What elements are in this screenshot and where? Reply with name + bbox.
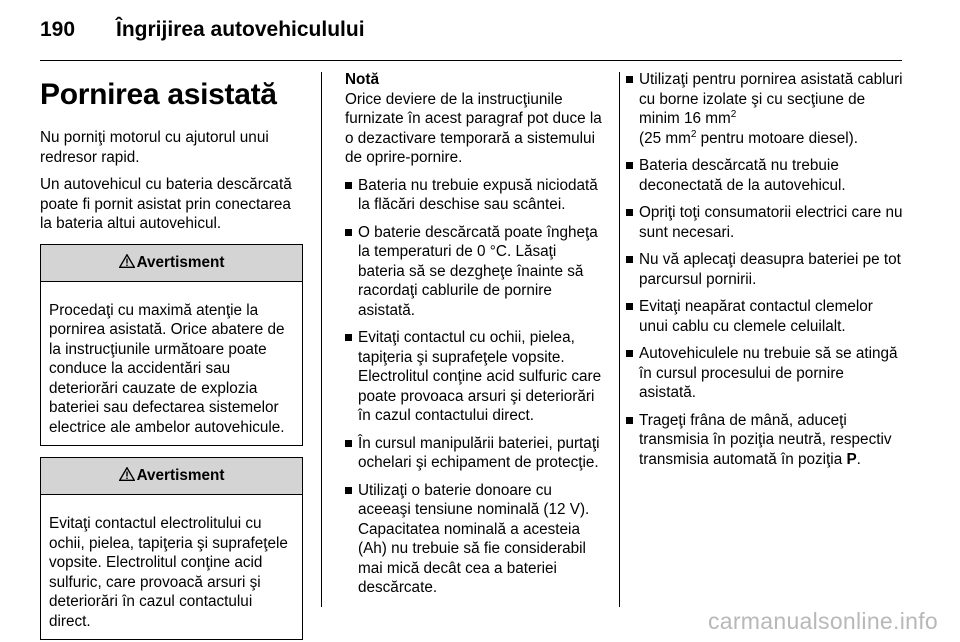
page-number: 190	[40, 18, 76, 41]
precautions-list	[345, 176, 607, 598]
list-item: Opriţi toţi consumatorii electrici care nu sunt necesari.	[626, 203, 904, 242]
column-divider-2	[619, 72, 620, 607]
list-item	[626, 411, 904, 470]
cable-spec-diesel-end: pentru motoare diesel).	[696, 129, 858, 147]
note-title: Notă	[345, 71, 379, 88]
warning-triangle-icon	[119, 254, 135, 268]
column-1	[40, 70, 303, 640]
warning-title: Avertisment	[136, 253, 225, 271]
list-item: Utilizaţi o baterie donoare cu aceeaşi tensiune nominală (12 V). Capacitatea nominală a acesteia (Ah) nu trebuie să fie considerabil mai mică decât cea a bateriei descărcate.	[345, 481, 607, 598]
list-item: Bateria nu trebuie expusă niciodată la flăcări deschise sau scântei.	[345, 176, 607, 215]
column-2	[345, 70, 607, 606]
gear-position-p: P	[846, 450, 857, 468]
warning-box-2	[40, 457, 303, 640]
warning-header	[41, 245, 302, 282]
list-item: Nu vă aplecaţi deasupra bateriei pe tot parcursul pornirii.	[626, 250, 904, 289]
parking-brake-text: Trageţi frâna de mână, aduceţi transmisia în poziţia neutră, respectiv transmisia automată în poziţia	[639, 411, 892, 468]
note-body: Orice deviere de la instrucţiunile furnizate în acest paragraf pot duce la o dezactivare temporară a sistemului de oprire-pornire.	[345, 90, 602, 166]
section-title: Pornirea asistată	[40, 78, 277, 111]
list-item: Bateria descărcată nu trebuie deconectată de la autovehicul.	[626, 156, 904, 195]
warning-header	[41, 458, 302, 495]
intro-paragraph-1: Nu porniţi motorul cu ajutorul unui redresor rapid.	[40, 129, 269, 166]
cable-spec-text: Utilizaţi pentru pornirea asistată cabluri cu borne izolate şi cu secţiune de minim 16 mm	[639, 71, 903, 127]
list-item: O baterie descărcată poate îngheţa la temperaturi de 0 °C. Lăsaţi bateria să se dezgheţe înainte să racordaţi cablurile de pornire asistată.	[345, 223, 607, 321]
watermark: carmanualsonline.info	[707, 608, 938, 634]
column-3	[626, 70, 904, 477]
warning-body: Procedaţi cu maximă atenţie la pornirea asistată. Orice abatere de la instrucţiunile următoare poate conduce la accidentări sau deteriorări cauzate de explozia bateriei sau defectarea sistemelor electrice ale ambelor autovehicule.	[49, 301, 285, 436]
column-divider-1	[321, 72, 322, 607]
warning-body: Evitaţi contactul electrolitului cu ochii, pielea, tapiţeria şi suprafeţele vopsite. Electrolitul conţine acid sulfuric, care provoacă arsuri şi deteriorări în cazul contactului direct.	[49, 515, 288, 630]
list-item: Autovehiculele nu trebuie să se atingă în cursul procesului de pornire asistată.	[626, 344, 904, 403]
list-item: Evitaţi neapărat contactul clemelor unui cablu cu clemele celuilalt.	[626, 297, 904, 336]
header-rule	[40, 60, 902, 61]
chapter-title: Îngrijirea autovehiculului	[116, 18, 365, 41]
warning-triangle-icon	[119, 467, 135, 481]
sentence-end: .	[856, 450, 861, 468]
warning-box-1	[40, 244, 303, 447]
cable-spec-diesel-start: (25 mm	[639, 129, 691, 147]
superscript: 2	[690, 128, 697, 140]
list-item	[626, 70, 904, 148]
instructions-list	[626, 70, 904, 469]
list-item: În cursul manipulării bateriei, purtaţi ochelari şi echipament de protecţie.	[345, 434, 607, 473]
superscript: 2	[730, 108, 737, 120]
warning-title: Avertisment	[136, 467, 225, 484]
intro-paragraph-2: Un autovehicul cu bateria descărcată poate fi pornit asistat prin conectarea la bateria altui autovehicul.	[40, 176, 292, 232]
list-item: Evitaţi contactul cu ochii, pielea, tapiţeria şi suprafeţele vopsite. Electrolitul conţine acid sulfuric care poate provoaca arsuri şi deteriorări în cazul contactului direct.	[345, 328, 607, 426]
